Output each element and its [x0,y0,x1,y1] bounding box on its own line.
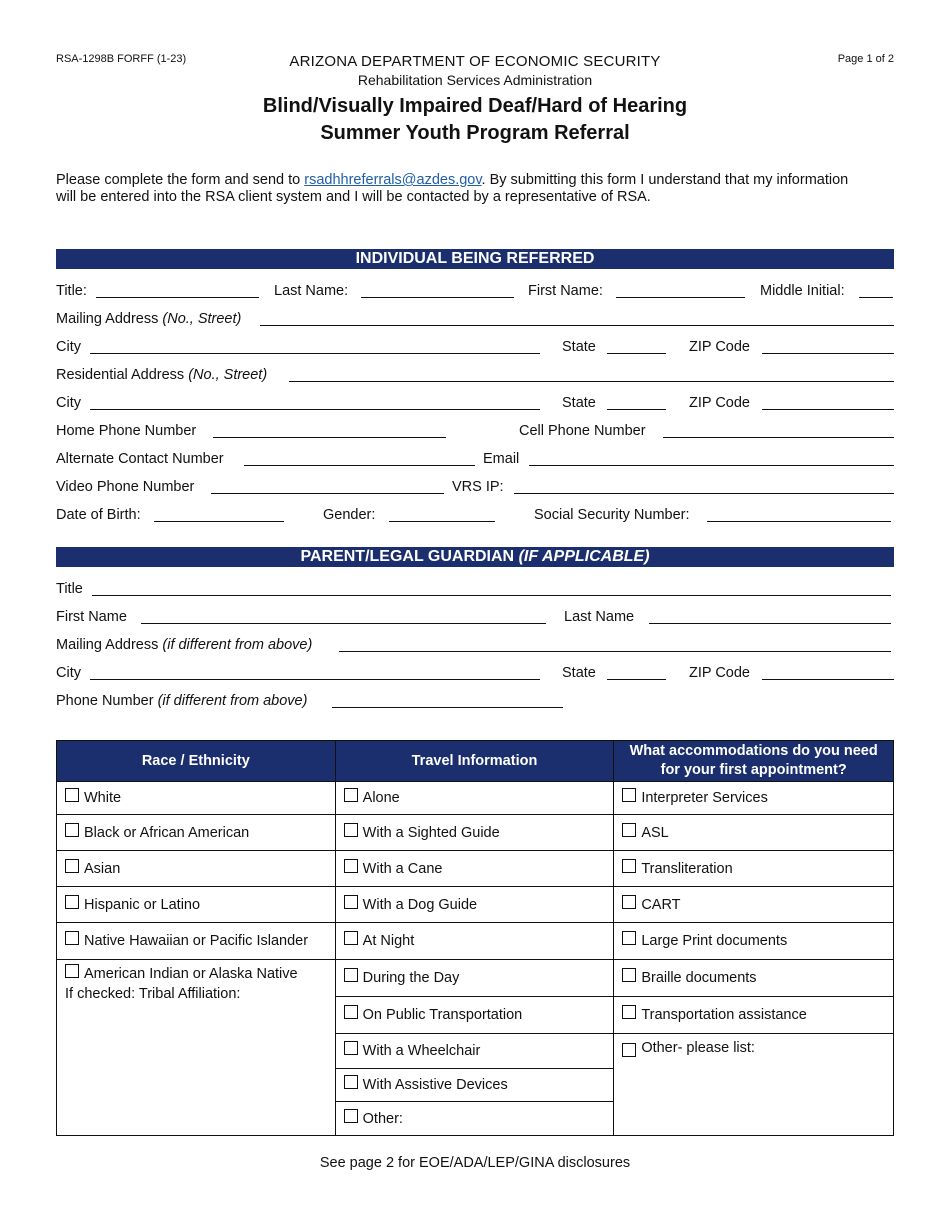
checkbox-icon[interactable] [344,1109,358,1123]
alt-contact-field[interactable] [244,465,475,466]
checkbox-icon[interactable] [65,859,79,873]
accommodations-column [614,782,894,1136]
cell-phone-label: Cell Phone Number [519,423,646,439]
travel-option[interactable]: With a Cane [336,851,614,887]
checkbox-icon[interactable] [622,931,636,945]
checkbox-icon[interactable] [344,859,358,873]
accommodations-column-header: What accommodations do you need for your first appointment? [614,741,894,782]
intro-text: Please complete the form and send to rsadhhreferrals@azdes.gov. By submitting this form I understand that my information will be entered into the RSA client system and I will be contacted by a representative of RSA. [56,172,849,205]
video-phone-label: Video Phone Number [56,479,195,495]
travel-column-header: Travel Information [335,741,614,782]
ssn-field[interactable] [707,521,891,522]
accommodation-option[interactable]: Interpreter Services [614,782,893,815]
guardian-city-label: City [56,665,81,681]
vrs-ip-field[interactable] [514,493,894,494]
guardian-city-field[interactable] [90,679,540,680]
checkbox-icon[interactable] [622,859,636,873]
accommodation-option[interactable]: CART [614,887,893,923]
travel-option[interactable]: On Public Transportation [336,997,614,1034]
guardian-zip-label: ZIP Code [689,665,750,681]
city-label: City [56,339,81,355]
race-option-native[interactable]: American Indian or Alaska Native If checked: Tribal Affiliation: [65,966,298,1002]
guardian-last-name-label: Last Name [564,609,635,625]
dob-label: Date of Birth: [56,507,141,523]
checkbox-icon[interactable] [344,823,358,837]
checkbox-icon[interactable] [622,823,636,837]
department-name: ARIZONA DEPARTMENT OF ECONOMIC SECURITY [289,53,661,70]
travel-column [335,782,614,1136]
residential-city-label: City [56,395,81,411]
checkbox-icon[interactable] [622,1043,636,1057]
guardian-phone-field[interactable] [332,707,563,708]
zip-field[interactable] [762,353,894,354]
vrs-ip-label: VRS IP: [452,479,504,495]
guardian-state-label: State [562,665,596,681]
checkbox-icon[interactable] [344,931,358,945]
individual-section-heading: INDIVIDUAL BEING REFERRED [56,249,894,269]
checkbox-icon[interactable] [622,1005,636,1019]
email-field[interactable] [529,465,894,466]
form-title-line1: Blind/Visually Impaired Deaf/Hard of Hearing [262,95,688,117]
checkbox-grid [56,740,894,1136]
checkbox-icon[interactable] [622,788,636,802]
residential-state-field[interactable] [607,409,666,410]
residential-zip-field[interactable] [762,409,894,410]
checkbox-icon[interactable] [344,1041,358,1055]
accommodation-option[interactable]: Transliteration [614,851,893,887]
checkbox-icon[interactable] [344,1075,358,1089]
race-column-header: Race / Ethnicity [57,741,336,782]
race-option[interactable]: Black or African American [57,815,335,851]
residential-address-field[interactable] [289,381,894,382]
gender-label: Gender: [323,507,376,523]
referral-email-link[interactable]: rsadhhreferrals@azdes.gov [304,172,482,188]
title-label: Title: [56,283,87,299]
checkbox-icon[interactable] [622,895,636,909]
guardian-state-field[interactable] [607,679,666,680]
cell-phone-field[interactable] [663,437,894,438]
residential-zip-label: ZIP Code [689,395,750,411]
home-phone-label: Home Phone Number [56,423,197,439]
gender-field[interactable] [389,521,495,522]
guardian-first-name-field[interactable] [141,623,546,624]
checkbox-icon[interactable] [65,931,79,945]
ssn-label: Social Security Number: [534,507,690,523]
mailing-address-field[interactable] [260,325,894,326]
zip-label: ZIP Code [689,339,750,355]
travel-option[interactable]: With a Wheelchair [336,1034,614,1069]
travel-option[interactable]: With a Sighted Guide [336,815,614,851]
home-phone-field[interactable] [213,437,446,438]
travel-option[interactable]: With a Dog Guide [336,887,614,923]
checkbox-icon[interactable] [65,895,79,909]
checkbox-icon[interactable] [65,788,79,802]
travel-option[interactable]: During the Day [336,960,614,997]
state-label: State [562,339,596,355]
video-phone-field[interactable] [211,493,444,494]
form-title-line2: Summer Youth Program Referral [320,122,630,144]
residential-address-label: Residential Address (No., Street) [56,367,268,383]
division-name: Rehabilitation Services Administration [357,72,593,88]
travel-option[interactable]: Alone [336,782,614,815]
footer-disclosure-note: See page 2 for EOE/ADA/LEP/GINA disclosures [319,1155,631,1171]
race-option[interactable]: Hispanic or Latino [57,887,335,923]
email-label: Email [483,451,520,467]
accommodation-option[interactable]: Braille documents [614,960,893,997]
form-number: RSA-1298B FORFF (1-23) [56,53,187,65]
guardian-title-field[interactable] [92,595,891,596]
dob-field[interactable] [154,521,284,522]
checkbox-icon[interactable] [622,968,636,982]
guardian-phone-label: Phone Number (if different from above) [56,693,308,709]
accommodation-option[interactable]: ASL [614,815,893,851]
last-name-field[interactable] [361,297,514,298]
race-option[interactable]: Native Hawaiian or Pacific Islander [57,923,335,960]
accommodation-option[interactable]: Large Print documents [614,923,893,960]
first-name-label: First Name: [528,283,603,299]
checkbox-icon[interactable] [344,788,358,802]
first-name-field[interactable] [616,297,745,298]
city-field[interactable] [90,353,540,354]
guardian-mailing-address-field[interactable] [339,651,891,652]
mailing-address-label: Mailing Address (No., Street) [56,311,242,327]
accommodation-option-other[interactable]: Other- please list: [614,1034,893,1135]
race-option[interactable]: White [57,782,335,815]
residential-city-field[interactable] [90,409,540,410]
alt-contact-label: Alternate Contact Number [56,451,224,467]
travel-option[interactable]: With Assistive Devices [336,1069,614,1102]
travel-option-other[interactable]: Other: [336,1102,614,1135]
last-name-label: Last Name: [274,283,349,299]
travel-option[interactable]: At Night [336,923,614,960]
checkbox-icon[interactable] [65,823,79,837]
guardian-zip-field[interactable] [762,679,894,680]
guardian-last-name-field[interactable] [649,623,891,624]
checkbox-icon[interactable] [344,1005,358,1019]
middle-initial-label: Middle Initial: [760,283,845,299]
checkbox-icon[interactable] [65,964,79,978]
residential-state-label: State [562,395,596,411]
guardian-mailing-address-label: Mailing Address (if different from above) [56,637,313,653]
guardian-first-name-label: First Name [56,609,127,625]
accommodation-option[interactable]: Transportation assistance [614,997,893,1034]
race-option[interactable]: Asian [57,851,335,887]
race-column [57,782,336,1136]
checkbox-icon[interactable] [344,968,358,982]
state-field[interactable] [607,353,666,354]
guardian-section-heading: PARENT/LEGAL GUARDIAN (IF APPLICABLE) [56,547,894,567]
checkbox-icon[interactable] [344,895,358,909]
middle-initial-field[interactable] [859,297,893,298]
tribal-affiliation-label: If checked: Tribal Affiliation: [65,986,241,1002]
guardian-title-label: Title [56,581,83,597]
page-number: Page 1 of 2 [837,53,894,65]
title-field[interactable] [96,297,259,298]
